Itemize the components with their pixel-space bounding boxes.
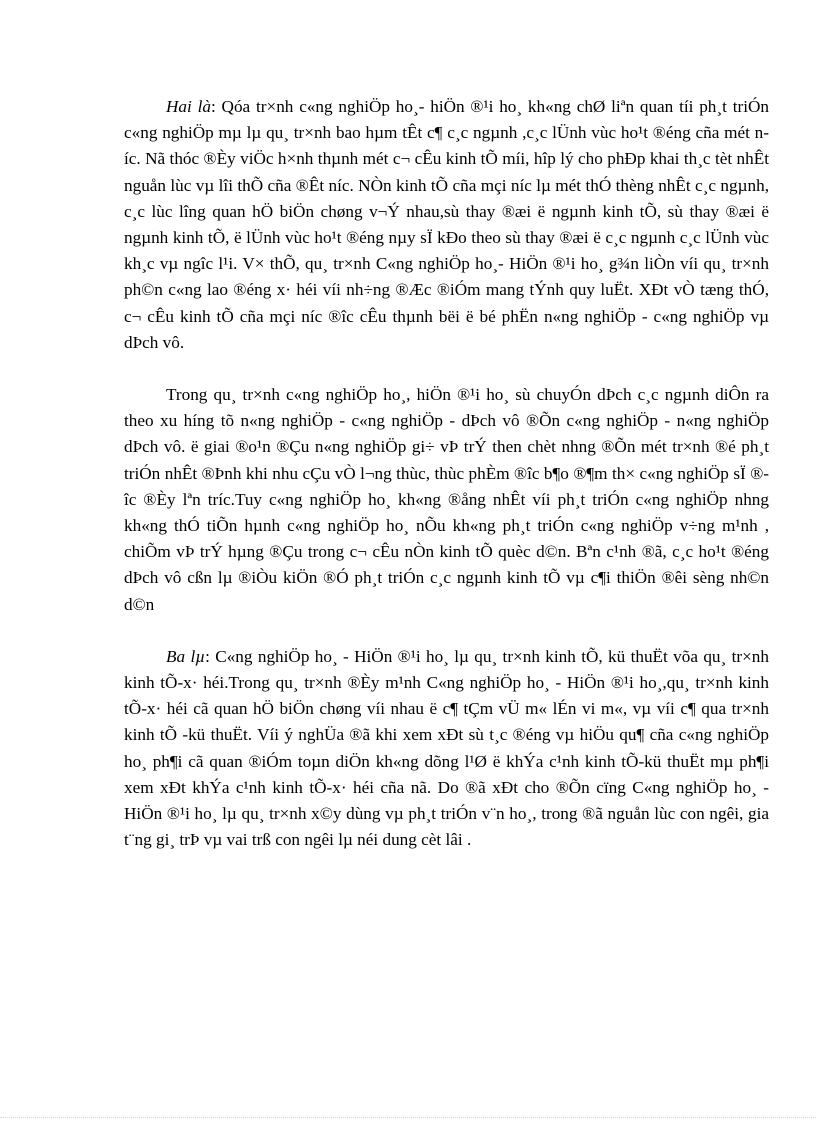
paragraph-text: : C«ng nghiÖp ho¸ - HiÖn ®¹i ho¸ lµ qu¸ tr×nh kinh tÕ, kü thuËt võa qu¸ tr×nh kinh tÕ-x· héi.Trong qu¸ tr×nh ®Èy m¹nh C«ng nghiÖp ho¸ - HiÖn ®¹i ho¸,qu¸ tr×nh kinh tÕ-x· héi cã quan hÖ biÖn chøng víi nhau ë c¶ tÇm vÜ m« lÉn vi m«, vµ víi c¶ qua tr×nh kinh tÕ -kü thuËt. Víi ý nghÜa ®ã khi xem xÐt sù t¸c ®éng vµ hiÖu qu¶ cña c«ng nghiÖp ho¸ ph¶i cã quan ®iÓm toµn diÖn kh«ng dõng l¹Ø ë khÝa c¹nh kinh tÕ-kü thuËt mµ ph¶i xem xÐt khÝa c¹nh kinh tÕ-x· héi cña nã. Do ®ã xÐt cho ®Õn cïng C«ng nghiÖp ho¸ - HiÖn ®¹i ho¸ lµ qu¸ tr×nh x©y dùng vµ ph¸t triÓn v¨n ho¸, trong ®ã nguån lùc con ngêi, gia t¨ng gi¸ trÞ vµ vai trß con ngêi lµ néi dung cèt lâi . [124, 646, 769, 850]
paragraph-text: : Qóa tr×nh c«ng nghiÖp ho¸- hiÖn ®¹i ho¸ kh«ng chØ liªn quan tíi ph¸t triÓn c«ng nghiÖp mµ lµ qu¸ tr×nh bao hµm tÊt c¶ c¸c ngµnh ,c¸c lÜnh vùc ho¹t ®éng cña mét níc. Nã thóc ®Èy viÖc h×nh thµnh mét c¬ cÊu kinh tÕ míi, hîp lý cho phÐp khai th¸c tèt nhÊt nguån lùc vµ lîi thÕ cña ®Êt níc. NÒn kinh tÕ cña mçi níc lµ mét thÓ thèng nhÊt c¸c ngµnh, c¸c lùc lîng quan hÖ biÖn chøng v¬Ý nhau,sù thay ®æi ë ngµnh kinh tÕ, sù thay ®æi ë ngµnh kinh tÕ, ë lÜnh vùc ho¹t ®éng nµy sÏ kÐo theo sù thay ®æi ë c¸c ngµnh c¸c lÜnh vùc kh¸c vµ ngîc l¹i. V× thÕ, qu¸ tr×nh C«ng nghiÖp ho¸- HiÖn ®¹i ho¸ g¾n liÒn víi qu¸ tr×nh ph©n c«ng lao ®éng x· héi víi nh÷ng ®Æc ®iÓm mang tÝnh quy luËt. XÐt vÒ tæng thÓ, c¬ cÊu kinh tÕ cña mçi níc ®îc cÊu thµnh bëi ë bé phËn n«ng nghiÖp - c«ng nghiÖp vµ dÞch vô. [124, 97, 769, 352]
document-body [124, 94, 769, 879]
paragraph-lead: Hai là [166, 97, 211, 116]
paragraph-ba-la [124, 644, 769, 854]
page-bottom-divider [0, 1117, 816, 1118]
paragraph-trong-qua-trinh [124, 382, 769, 618]
paragraph-lead: Ba lµ [166, 646, 206, 666]
paragraph-hai-la [124, 94, 769, 356]
paragraph-text: Trong qu¸ tr×nh c«ng nghiÖp ho¸, hiÖn ®¹i ho¸ sù chuyÓn dÞch c¸c ngµnh diÔn ra theo xu híng tõ n«ng nghiÖp - c«ng nghiÖp - dÞch vô ®Õn c«ng nghiÖp - n«ng nghiÖp dÞch vô. ë giai ®o¹n ®Çu n«ng nghiÖp gi÷ vÞ trÝ then chèt nhng ®Õn mét tr×nh ®é ph¸t triÓn nhÊt ®Þnh khi nhu cÇu vÒ l¬ng thùc, thùc phÈm ®îc b¶o ®¶m th× c«ng nghiÖp sÏ ®îc ®Èy lªn tríc.Tuy c«ng nghiÖp ho¸ kh«ng ®ång nhÊt víi ph¸t triÓn c«ng nghiÖp nhng kh«ng thÓ tiÕn hµnh c«ng nghiÖp ho¸ nÕu kh«ng ph¸t triÓn c«ng nghiÖp v÷ng m¹nh , chiÕm vÞ trÝ hµng ®Çu trong c¬ cÊu nÒn kinh tÕ quèc d©n. Bªn c¹nh ®ã, c¸c ho¹t ®éng dÞch vô cßn lµ ®iÒu kiÖn ®Ó ph¸t triÓn c¸c ngµnh kinh tÕ vµ c¶i thiÖn ®êi sèng nh©n d©n [124, 385, 769, 614]
